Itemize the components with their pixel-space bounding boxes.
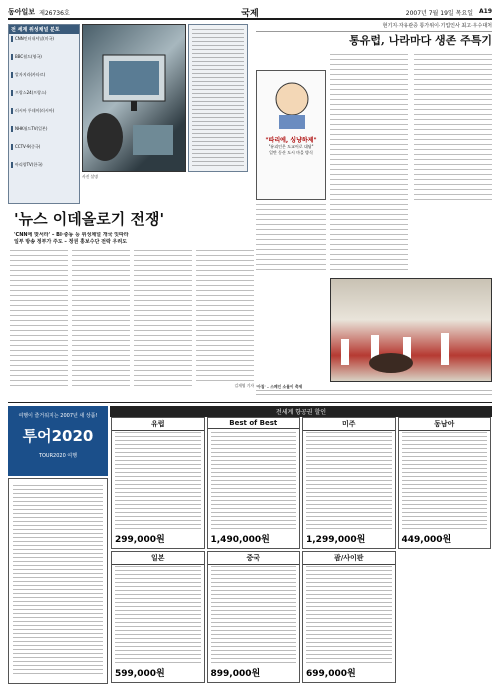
left-lower-ad <box>8 478 108 684</box>
ad-box-listing <box>211 566 297 664</box>
festival-caption-text <box>256 390 492 398</box>
ad-box-price: 449,000원 <box>401 535 452 545</box>
cartoon-illustration <box>257 71 326 131</box>
ad-box-title: 동남아 <box>399 418 491 431</box>
news-photo-broadcast <box>82 24 186 172</box>
newspaper-logo: 동아일보 <box>8 8 36 16</box>
sub-headline: 'CNN에 맞서라' – BI·중동 등 위성채널 개국 잇따라 일부 방송 정부가 주도 – 정권 홍보수단 전락 우려도 <box>14 232 129 245</box>
infobox-item: NHK월드TV(일본) <box>11 126 77 132</box>
ad-box-title: 괌/사이판 <box>303 552 395 565</box>
ad-box-title: 일본 <box>112 552 204 565</box>
article-body-col3 <box>134 250 192 390</box>
channel-detail-box <box>188 24 248 172</box>
right-body-col2 <box>414 54 492 204</box>
infobox-item: 알자지라(카타르) <box>11 72 77 78</box>
infobox-item: 프랑스24(프랑스) <box>11 90 77 96</box>
right-body-col1 <box>330 54 408 274</box>
quote-box <box>256 70 326 200</box>
festival-caption: '아침' – 스페인 소몰이 축제 <box>256 384 303 389</box>
article-byline: 김재영 기자 <box>234 383 254 388</box>
crowd-illustration <box>331 279 492 382</box>
ad-box-price: 699,000원 <box>306 669 356 679</box>
ad-box-title: 중국 <box>208 552 300 565</box>
travel-ad-grid <box>110 416 492 684</box>
ad-tagline: 여행이 즐거워지는 2007년 새 상품! <box>18 413 98 419</box>
travel-ad-banner <box>8 406 108 476</box>
page-number: A19 <box>479 7 492 15</box>
ad-box-title: Best of Best <box>208 418 300 429</box>
ad-brand: 투어2020 <box>22 427 94 445</box>
quote-line: 일반 동산 도시 마을 방식 <box>269 150 313 155</box>
right-kicker: 현기지·자유관증 통가위이·기업인사 최고·우수대처 <box>256 22 492 32</box>
travel-ad-box[interactable] <box>207 551 301 683</box>
issue-date: 2007년 7월 19일 목요일 <box>405 9 473 17</box>
issue-number: 제26736호 <box>39 9 70 17</box>
travel-ad-box[interactable] <box>398 417 492 549</box>
news-photo-festival <box>330 278 492 382</box>
ad-header-strip: 전세계 항공권 할인 <box>110 406 492 417</box>
quote-line: "유괴인은 도교어로 대답" <box>268 144 314 149</box>
ad-box-listing <box>306 566 392 664</box>
ad-box-listing <box>115 566 201 664</box>
infobox-item: BBC월드(영국) <box>11 54 77 60</box>
monitor-illustration <box>83 25 186 172</box>
travel-ad-box[interactable] <box>302 551 396 683</box>
page-header <box>8 6 492 20</box>
ad-box-title: 미주 <box>303 418 395 431</box>
infobox-item: CNN인터내셔널(미국) <box>11 36 77 42</box>
travel-ad-box[interactable] <box>111 417 205 549</box>
ad-subline: TOUR2020 여행 <box>38 453 78 459</box>
ad-box-listing <box>306 432 392 530</box>
infobox-item: CCTV-9(중국) <box>11 144 77 150</box>
section-divider <box>8 402 492 403</box>
section-title: 국제 <box>241 8 259 19</box>
infobox-title: 전 세계 위성채널 분포 <box>9 25 79 34</box>
infobox-item: 러시아 투데이(러시아) <box>11 108 77 114</box>
ad-box-listing <box>115 432 201 530</box>
ad-box-price: 599,000원 <box>115 669 165 679</box>
photo-caption: 사진 설명 <box>82 174 98 179</box>
ad-box-price: 899,000원 <box>210 669 261 679</box>
right-body-col0 <box>256 204 326 274</box>
travel-ad-box[interactable] <box>207 417 301 549</box>
travel-ad-box[interactable] <box>302 417 396 549</box>
right-headline: 통유럽, 나라마다 생존 주특기 <box>349 34 492 47</box>
satellite-channel-infobox <box>8 24 80 204</box>
travel-ad-box[interactable] <box>111 551 205 683</box>
quote-title: "따리에, 싱냥하제" <box>265 137 317 144</box>
article-body-col4 <box>196 250 254 382</box>
ad-box-listing <box>402 432 488 530</box>
article-body-col2 <box>72 250 130 390</box>
main-headline: '뉴스 이데올로기 전쟁' <box>14 210 165 228</box>
ad-box-price: 299,000원 <box>115 535 165 545</box>
infobox-item: 아리랑TV(한국) <box>11 162 77 168</box>
article-body-col1 <box>10 250 68 390</box>
ad-box-title: 유럽 <box>112 418 204 431</box>
ad-box-price: 1,299,000원 <box>306 535 366 545</box>
ad-box-listing <box>211 432 297 530</box>
ad-box-price: 1,490,000원 <box>210 535 270 545</box>
